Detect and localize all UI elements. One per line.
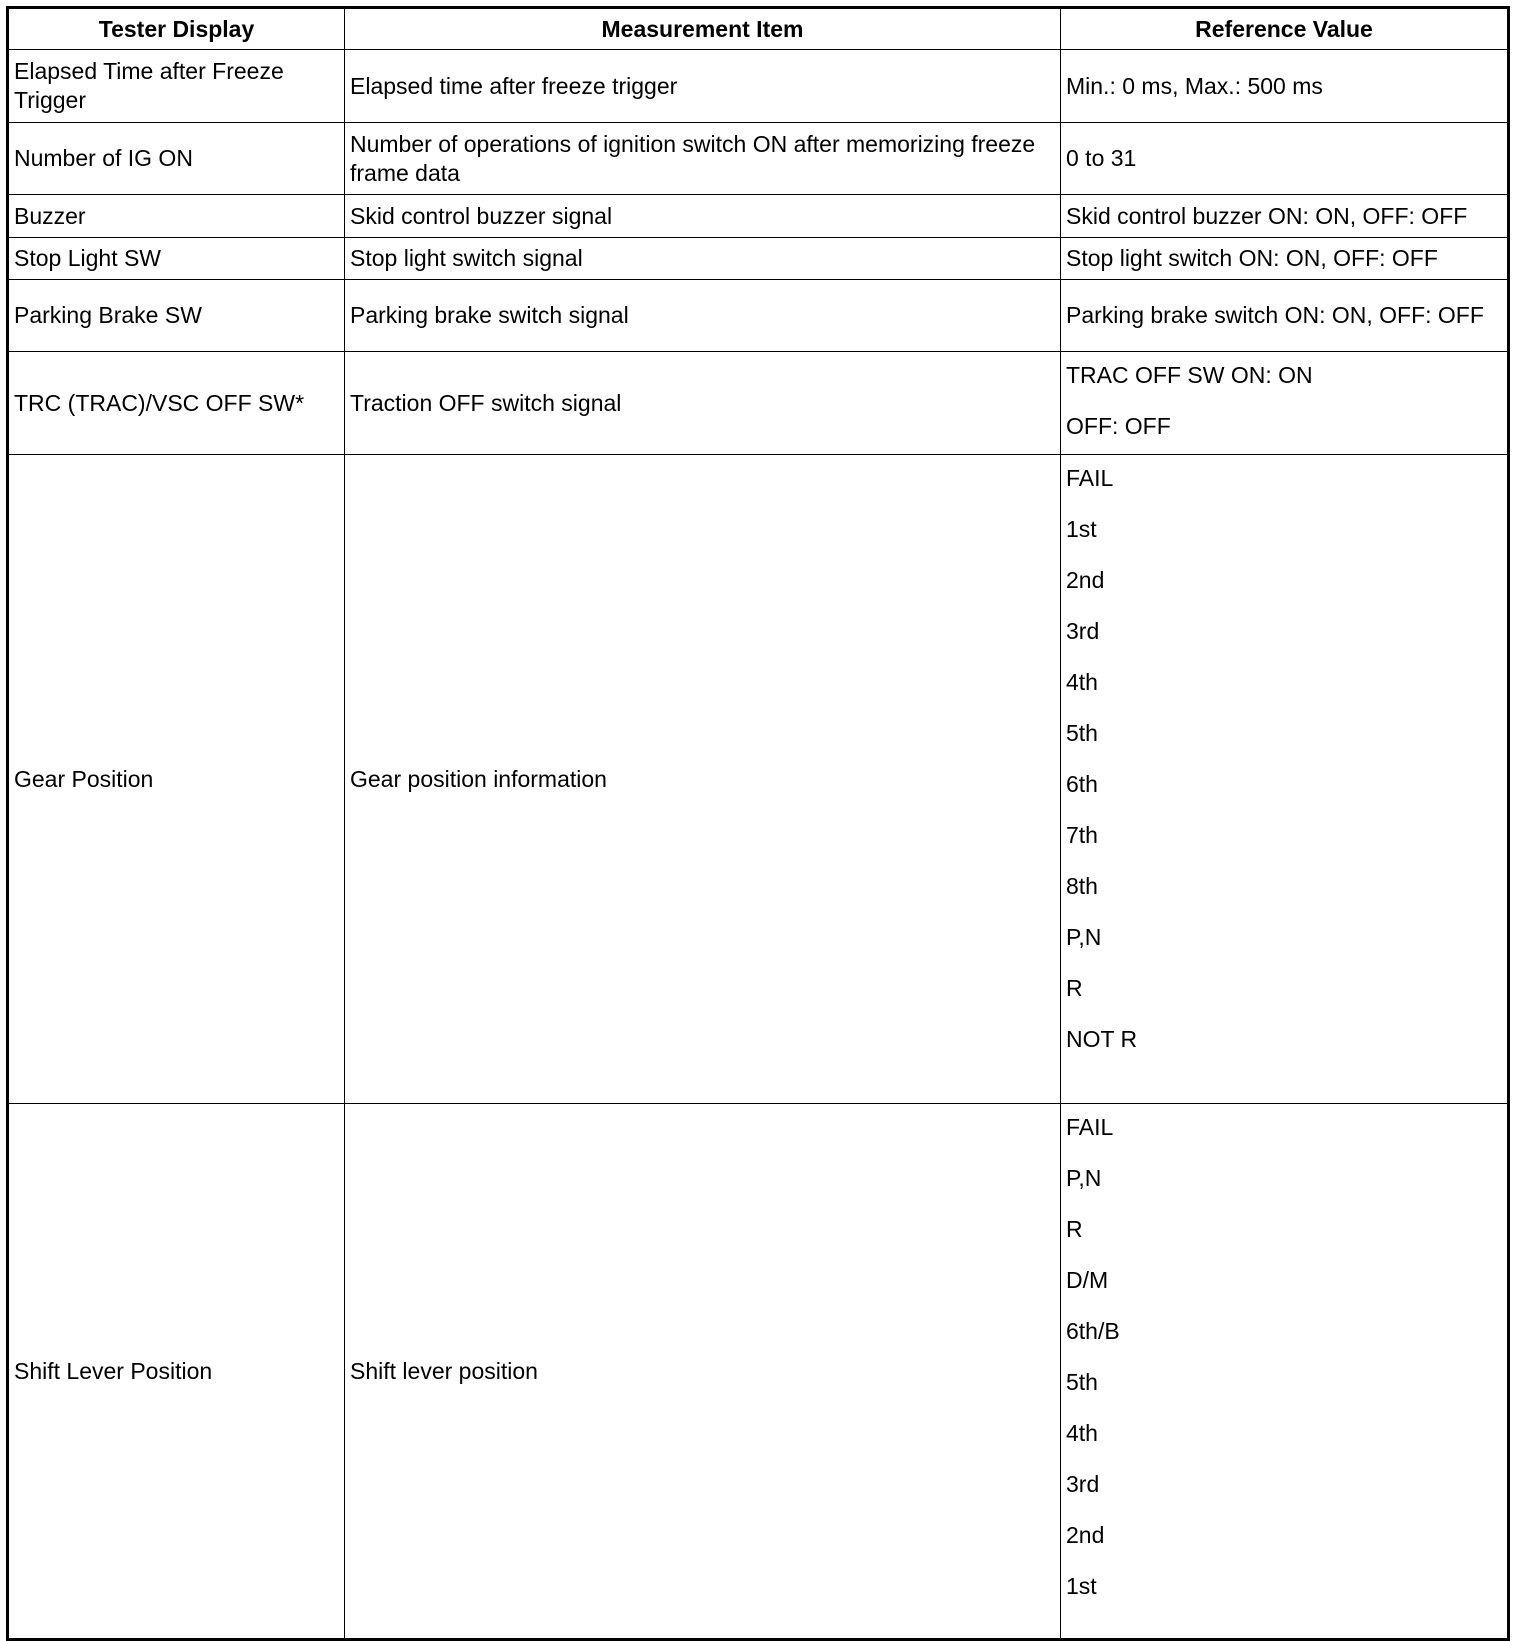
table-row (8, 195, 1509, 238)
tester-display-cell: TRC (TRAC)/VSC OFF SW* (8, 352, 345, 455)
tester-display-cell: Number of IG ON (8, 123, 345, 195)
header-tester-display: Tester Display (8, 8, 345, 50)
reference-value-item: 6th/B (1066, 1318, 1120, 1344)
tester-display-cell: Parking Brake SW (8, 280, 345, 352)
reference-value-item: 1st (1066, 1573, 1097, 1599)
reference-value-item: P,N (1066, 1165, 1102, 1191)
reference-value-item: 2nd (1066, 1522, 1105, 1548)
measurement-item-cell: Traction OFF switch signal (345, 352, 1061, 455)
measurement-item-cell: Number of operations of ignition switch ON after memorizing freeze frame data (345, 123, 1061, 195)
reference-value-item: 4th (1066, 1420, 1098, 1446)
measurement-item-cell: Skid control buzzer signal (345, 195, 1061, 238)
reference-value-item: FAIL (1066, 465, 1114, 491)
reference-value-cell: Stop light switch ON: ON, OFF: OFF (1061, 238, 1509, 280)
tester-display-cell: Gear Position (8, 455, 345, 1104)
table-row (8, 352, 1509, 455)
measurement-item-cell: Elapsed time after freeze trigger (345, 50, 1061, 123)
reference-value-item: 3rd (1066, 1471, 1100, 1497)
reference-value-item: OFF: OFF (1066, 413, 1171, 439)
reference-value-item: FAIL (1066, 1114, 1114, 1140)
tester-display-cell: Elapsed Time after Freeze Trigger (8, 50, 345, 123)
reference-value-item: P,N (1066, 924, 1102, 950)
table-row (8, 1104, 1509, 1640)
reference-value-item: NOT R (1066, 1026, 1138, 1052)
reference-value-item: 3rd (1066, 618, 1100, 644)
reference-value-cell (1061, 352, 1509, 455)
header-reference-value: Reference Value (1061, 8, 1509, 50)
header-measurement-item: Measurement Item (345, 8, 1061, 50)
reference-value-item: 7th (1066, 822, 1098, 848)
table-row (8, 123, 1509, 195)
table-row (8, 238, 1509, 280)
reference-value-item: TRAC OFF SW ON: ON (1066, 362, 1313, 388)
measurement-item-cell: Stop light switch signal (345, 238, 1061, 280)
table-row (8, 50, 1509, 123)
tester-display-cell: Stop Light SW (8, 238, 345, 280)
reference-value-item: 5th (1066, 720, 1098, 746)
tester-display-cell: Buzzer (8, 195, 345, 238)
reference-value-item: 2nd (1066, 567, 1105, 593)
reference-value-cell (1061, 1104, 1509, 1640)
table-row (8, 455, 1509, 1104)
reference-value-item: 4th (1066, 669, 1098, 695)
reference-value-cell: Min.: 0 ms, Max.: 500 ms (1061, 50, 1509, 123)
reference-value-item: D/M (1066, 1267, 1109, 1293)
reference-table (6, 6, 1510, 1641)
table-row (8, 280, 1509, 352)
measurement-item-cell: Shift lever position (345, 1104, 1061, 1640)
measurement-item-cell: Gear position information (345, 455, 1061, 1104)
reference-value-cell: Skid control buzzer ON: ON, OFF: OFF (1061, 195, 1509, 238)
reference-value-cell: 0 to 31 (1061, 123, 1509, 195)
tester-display-cell: Shift Lever Position (8, 1104, 345, 1640)
reference-value-item: R (1066, 975, 1083, 1001)
reference-value-item: 1st (1066, 516, 1097, 542)
reference-value-item: 5th (1066, 1369, 1098, 1395)
measurement-item-cell: Parking brake switch signal (345, 280, 1061, 352)
header-row (8, 8, 1509, 50)
reference-value-cell (1061, 455, 1509, 1104)
reference-value-item: R (1066, 1216, 1083, 1242)
reference-value-item: 8th (1066, 873, 1098, 899)
reference-value-cell: Parking brake switch ON: ON, OFF: OFF (1061, 280, 1509, 352)
reference-value-item: 6th (1066, 771, 1098, 797)
